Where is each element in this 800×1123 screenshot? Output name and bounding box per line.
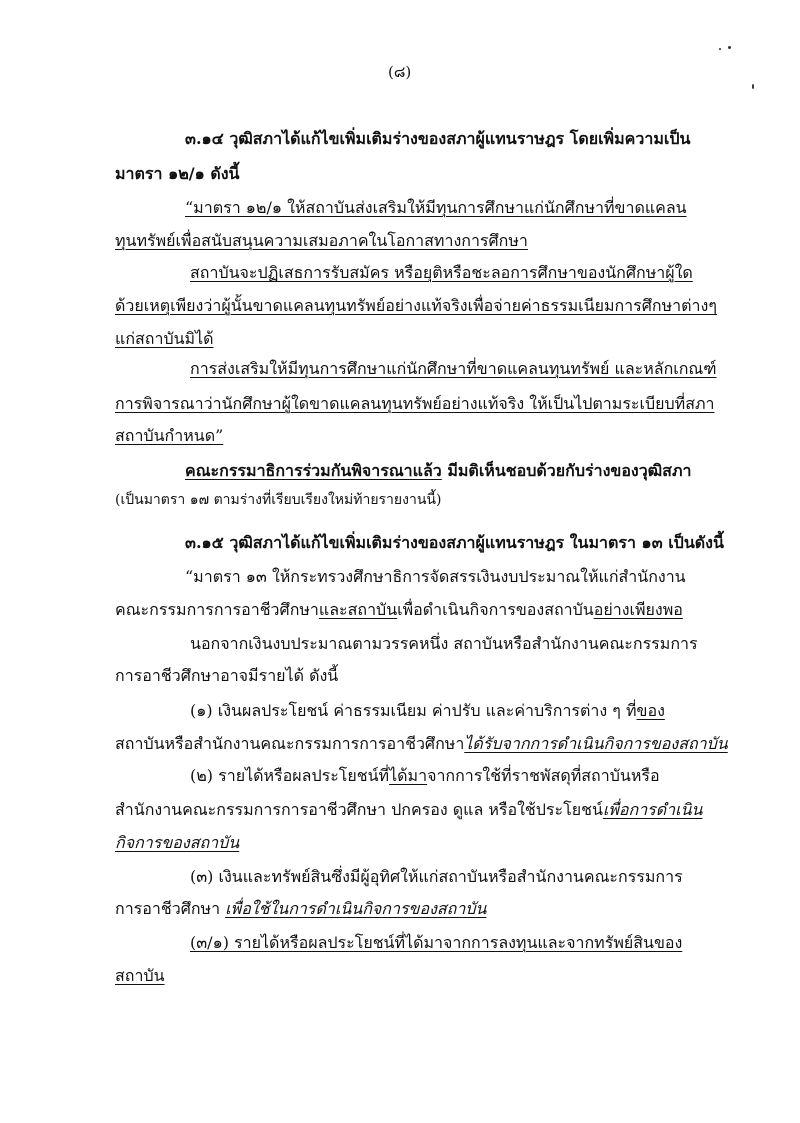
item-2-cont-part2: เพื่อการดำเนิน — [602, 800, 703, 819]
page-number: (๘) — [388, 63, 412, 81]
scan-speck — [728, 46, 731, 49]
item-2-cont — [115, 799, 702, 821]
committee-resolution-rest: มีมติเห็นชอบด้วยกับร่างของวุฒิสภา — [441, 461, 692, 480]
item-2-part3: จากการใช้ที่ราชพัสดุที่สถาบันหรือ — [427, 766, 660, 785]
article-12-1-text-cont: ทุนทรัพย์เพื่อสนับสนุนความเสมอภาคในโอกาสทางการศึกษา — [115, 231, 528, 250]
article-12-1-para2-end: แก่สถาบันมิได้ — [115, 329, 214, 348]
article-13-para2-cont: การอาชีวศึกษาอาจมีรายได้ ดังนี้ — [115, 666, 339, 685]
section-3-15-heading: ๓.๑๕ วุฒิสภาได้แก้ไขเพิ่มเติมร่างของสภาผู้แทนราษฎร ในมาตรา ๑๓ เป็นดังนี้ — [185, 533, 724, 552]
section-3-14-heading: ๓.๑๔ วุฒิสภาได้แก้ไขเพิ่มเติมร่างของสภาผู้แทนราษฎร โดยเพิ่มความเป็น — [185, 129, 691, 148]
scan-speck — [719, 48, 721, 50]
item-2 — [190, 765, 660, 787]
article-13-part4: อย่างเพียงพอ — [593, 600, 683, 619]
item-1-part2: ของ — [636, 701, 665, 720]
item-2-part1: (๒) รายได้หรือผลประโยชน์ที่ — [190, 766, 390, 785]
item-2-cont-part1: สำนักงานคณะกรรมการการอาชีวศึกษา ปกครอง ดูแล หรือใช้ประโยชน์ — [115, 800, 603, 819]
article-13-part3: เพื่อดำเนินกิจการของสถาบัน — [397, 600, 594, 619]
item-1 — [190, 700, 665, 722]
article-12-1-text: “มาตรา ๑๒/๑ ให้สถาบันส่งเสริมให้มีทุนการศึกษาแก่นักศึกษาที่ขาดแคลน — [185, 198, 687, 217]
item-3-1: (๓/๑) รายได้หรือผลประโยชน์ที่ได้มาจากการลงทุนและจากทรัพย์สินของ — [190, 933, 683, 952]
committee-resolution — [185, 460, 691, 482]
item-3-cont-part2: เพื่อใช้ในการดำเนินกิจการของสถาบัน — [225, 899, 487, 918]
article-13-part1: คณะกรรมการการอาชีวศึกษา — [115, 600, 319, 619]
article-13-para2: นอกจากเงินงบประมาณตามวรรคหนึ่ง สถาบันหรือสำนักงานคณะกรรมการ — [190, 634, 698, 653]
committee-resolution-note: (เป็นมาตรา ๑๗ ตามร่างที่เรียบเรียงใหม่ท้ายรายงานนี้) — [115, 492, 442, 508]
article-12-1-para2-cont: ด้วยเหตุเพียงว่าผู้นั้นขาดแคลนทุนทรัพย์อย่างแท้จริงเพื่อจ่ายค่าธรรมเนียมการศึกษาต่างๆ — [115, 296, 717, 315]
item-3-cont — [115, 898, 486, 920]
item-3-cont-part1: การอาชีวศึกษา — [115, 899, 226, 918]
committee-resolution-lead: คณะกรรมาธิการร่วมกันพิจารณาแล้ว — [185, 461, 442, 480]
item-2-end: กิจการของสถาบัน — [115, 833, 240, 852]
article-12-1-para2: สถาบันจะปฏิเสธการรับสมัคร หรือยุติหรือชะลอการศึกษาของนักศึกษาผู้ใด — [190, 263, 693, 282]
section-3-14-heading-cont: มาตรา ๑๒/๑ ดังนี้ — [115, 164, 240, 183]
article-12-1-para3: การส่งเสริมให้มีทุนการศึกษาแก่นักศึกษาที่ขาดแคลนทุนทรัพย์ และหลักเกณฑ์ — [190, 359, 717, 378]
article-13-text: “มาตรา ๑๓ ให้กระทรวงศึกษาธิการจัดสรรเงินงบประมาณให้แก่สำนักงาน — [185, 567, 686, 586]
article-13-part2: และสถาบัน — [318, 600, 398, 619]
item-3: (๓) เงินและทรัพย์สินซึ่งมีผู้อุทิศให้แก่สถาบันหรือสำนักงานคณะกรรมการ — [190, 867, 683, 886]
article-12-1-para3-end: สถาบันกำหนด” — [115, 426, 224, 445]
item-2-part2: ได้มา — [389, 766, 428, 785]
item-3-1-cont: สถาบัน — [115, 966, 165, 985]
scan-speck — [752, 84, 754, 89]
item-1-cont-part2: ได้รับจากการดำเนินกิจการของสถาบัน — [464, 734, 728, 753]
article-13-text-cont — [115, 599, 683, 621]
item-1-part1: (๑) เงินผลประโยชน์ ค่าธรรมเนียม ค่าปรับ และค่าบริการต่าง ๆ ที่ — [190, 701, 637, 720]
item-1-cont — [115, 733, 728, 755]
item-1-cont-part1: สถาบันหรือสำนักงานคณะกรรมการการอาชีวศึกษา — [115, 734, 465, 753]
article-12-1-para3-cont: การพิจารณาว่านักศึกษาผู้ใดขาดแคลนทุนทรัพย์อย่างแท้จริง ให้เป็นไปตามระเบียบที่สภา — [115, 394, 715, 413]
